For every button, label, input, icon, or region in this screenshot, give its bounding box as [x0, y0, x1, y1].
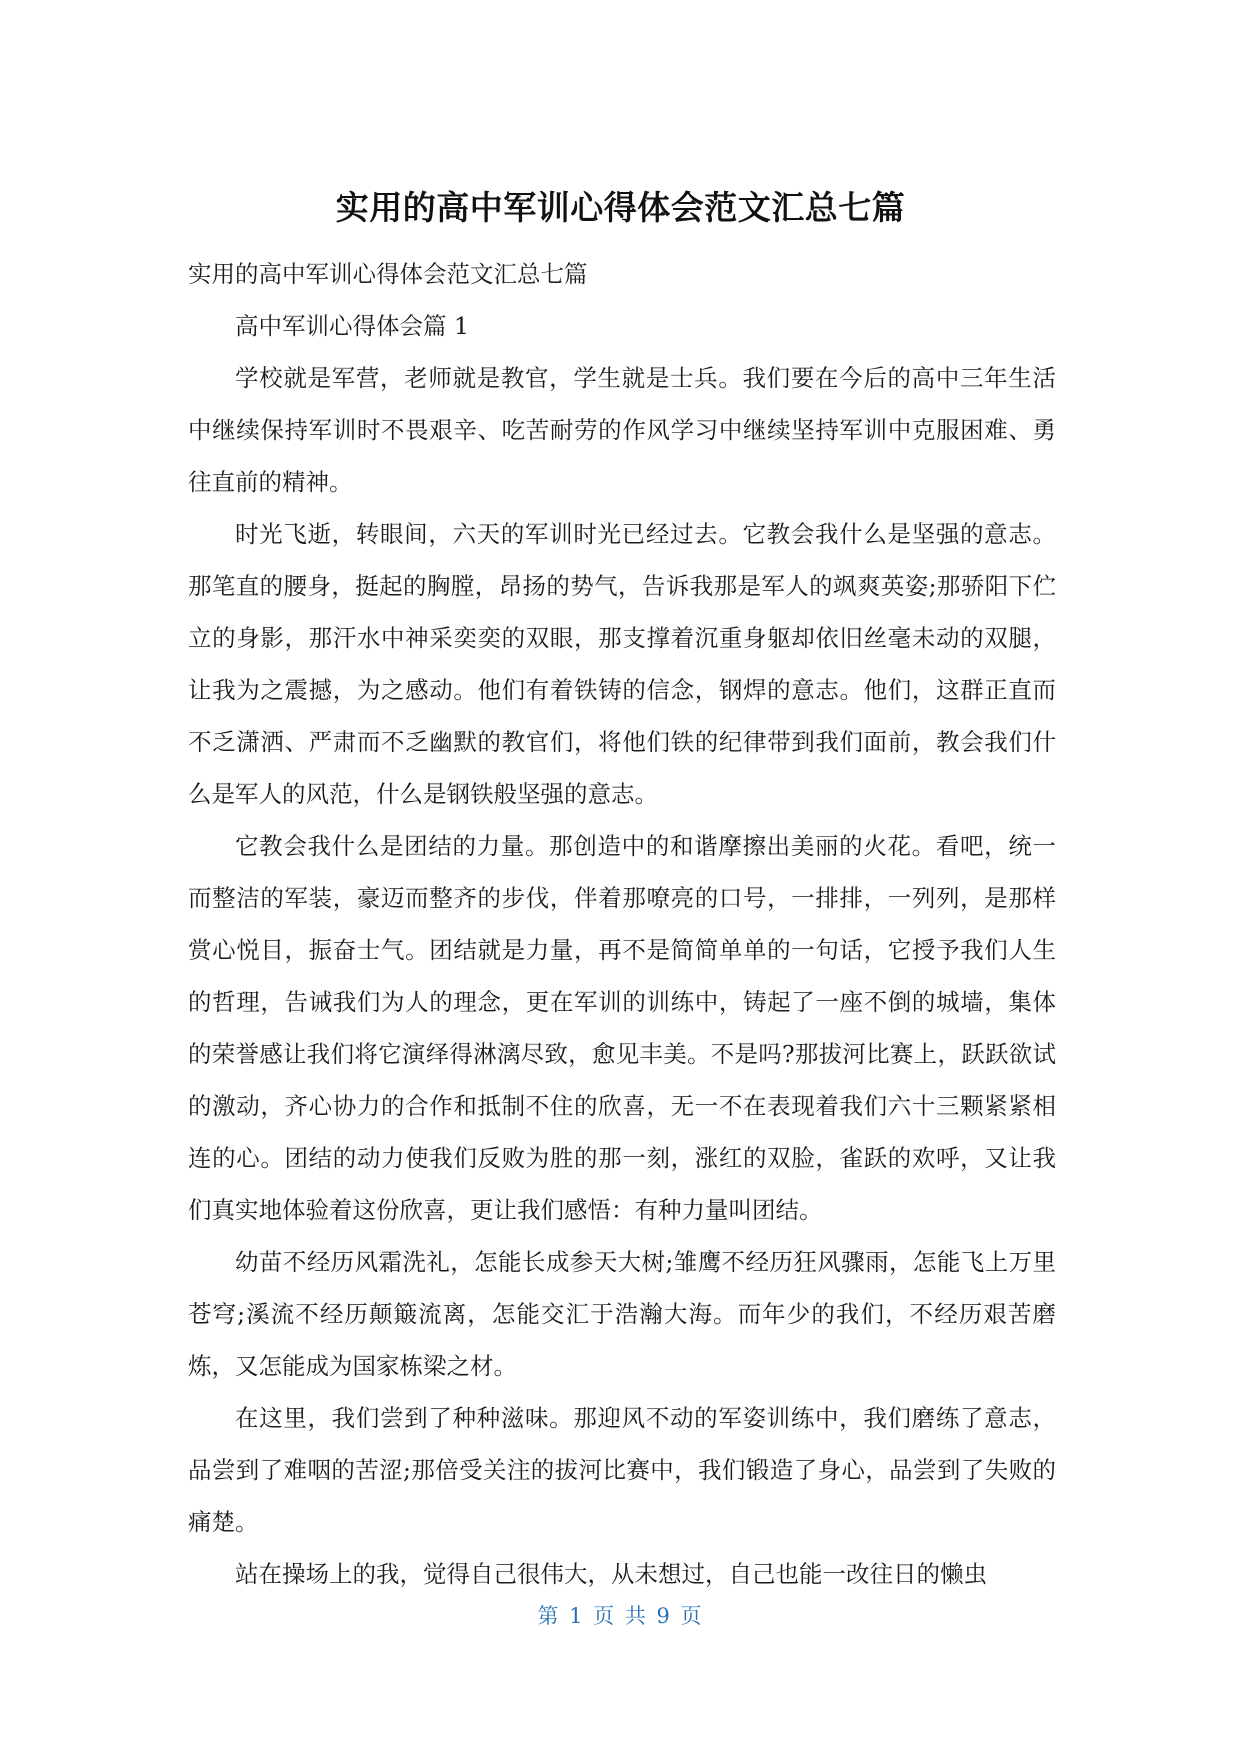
document-title: 实用的高中军训心得体会范文汇总七篇: [335, 188, 906, 227]
paragraph: 幼苗不经历风霜洗礼，怎能长成参天大树;雏鹰不经历狂风骤雨，怎能飞上万里苍穹;溪流不经历颠簸流离，怎能交汇于浩瀚大海。而年少的我们，不经历艰苦磨炼，又怎能成为国家栋梁之材。: [188, 1248, 1056, 1380]
document-subtitle: 实用的高中军训心得体会范文汇总七篇: [188, 260, 588, 288]
document-body: [188, 248, 1056, 1600]
page-number-footer: 第 1 页 共 9 页: [537, 1604, 704, 1628]
paragraph: 学校就是军营，老师就是教官，学生就是士兵。我们要在今后的高中三年生活中继续保持军训时不畏艰辛、吃苦耐劳的作风学习中继续坚持军训中克服困难、勇往直前的精神。: [188, 364, 1056, 496]
paragraph: 它教会我什么是团结的力量。那创造中的和谐摩擦出美丽的火花。看吧，统一而整洁的军装，豪迈而整齐的步伐，伴着那嘹亮的口号，一排排，一列列，是那样赏心悦目，振奋士气。团结就是力量，再不是简简单单的一句话，它授予我们人生的哲理，告诫我们为人的理念，更在军训的训练中，铸起了一座不倒的城墙，集体的荣誉感让我们将它演绎得淋漓尽致，愈见丰美。不是吗?那拔河比赛上，跃跃欲试的激动，齐心协力的合作和抵制不住的欣喜，无一不在表现着我们六十三颗紧紧相连的心。团结的动力使我们反败为胜的那一刻，涨红的双脸，雀跃的欢呼，又让我们真实地体验着这份欣喜，更让我们感悟：有种力量叫团结。: [188, 832, 1056, 1224]
paragraph: 时光飞逝，转眼间，六天的军训时光已经过去。它教会我什么是坚强的意志。那笔直的腰身，挺起的胸膛，昂扬的势气，告诉我那是军人的飒爽英姿;那骄阳下伫立的身影，那汗水中神采奕奕的双眼，那支撑着沉重身躯却依旧丝毫未动的双腿，让我为之震撼，为之感动。他们有着铁铸的信念，钢焊的意志。他们，这群正直而不乏潇洒、严肃而不乏幽默的教官们，将他们铁的纪律带到我们面前，教会我们什么是军人的风范，什么是钢铁般坚强的意志。: [188, 520, 1056, 808]
section-heading: 高中军训心得体会篇 1: [235, 312, 469, 340]
paragraph: 站在操场上的我，觉得自己很伟大，从未想过，自己也能一改往日的懒虫: [235, 1560, 987, 1588]
paragraph: 在这里，我们尝到了种种滋味。那迎风不动的军姿训练中，我们磨练了意志，品尝到了难咽的苦涩;那倍受关注的拔河比赛中，我们锻造了身心，品尝到了失败的痛楚。: [188, 1404, 1056, 1536]
